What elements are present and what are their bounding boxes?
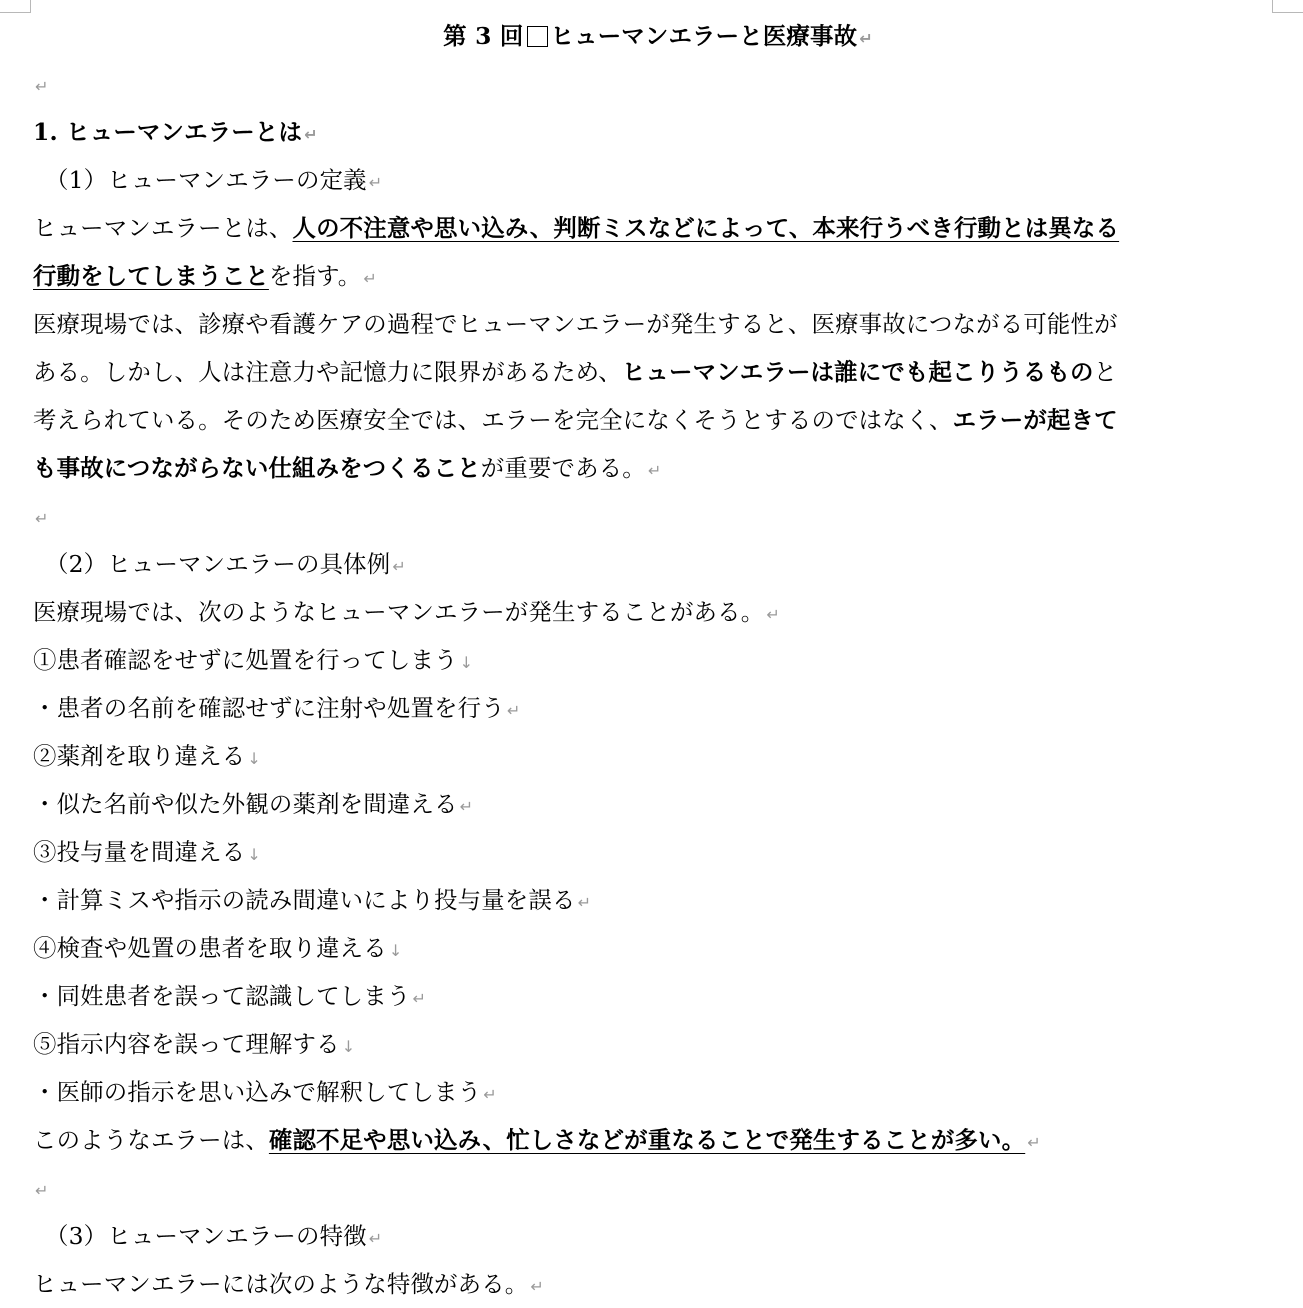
paragraph-mark: ↵ — [35, 1181, 49, 1200]
summary-emphasis: 確認不足や思い込み、忙しさなどが重なることで発生することが多い。 — [268, 1126, 1026, 1154]
subsection-3-heading-text: （3）ヒューマンエラーの特徴 — [45, 1222, 367, 1250]
example-detail-text: ・患者の名前を確認せずに注射や処置を行う — [33, 694, 505, 722]
paragraph-mark: ↵ — [35, 509, 49, 528]
examples-summary — [33, 1116, 1283, 1164]
section-1-heading — [33, 108, 1283, 156]
paragraph-text: ある。しかし、人は注意力や記憶力に限界があるため、 — [33, 358, 622, 386]
placeholder-box-glyph — [527, 26, 548, 47]
example-detail-text: ・同姓患者を誤って認識してしまう — [33, 982, 411, 1010]
paragraph-mark: ↵ — [368, 173, 383, 192]
example-detail — [33, 876, 1283, 924]
examples-intro — [33, 588, 1283, 636]
empty-paragraph — [33, 60, 1283, 108]
paragraph-line — [33, 300, 1283, 348]
example-title — [33, 828, 1283, 876]
paragraph-text: 医療現場では、診療や看護ケアの過程でヒューマンエラーが発生すると、医療事故につながる可能性が — [33, 310, 1118, 338]
example-detail-text: ・計算ミスや指示の読み間違いにより投与量を誤る — [33, 886, 576, 914]
paragraph-mark: ↵ — [859, 29, 873, 48]
subsection-2-heading-text: （2）ヒューマンエラーの具体例 — [45, 550, 391, 578]
paragraph-mark: ↵ — [392, 557, 406, 576]
title-prefix: 第 3 回 — [443, 22, 524, 50]
example-detail — [33, 972, 1283, 1020]
example-detail-text: ・似た名前や似た外観の薬剤を間違える — [33, 790, 458, 818]
subsection-1-heading — [33, 156, 1283, 204]
example-title — [33, 924, 1283, 972]
example-title-text: ①患者確認をせずに処置を行ってしまう — [33, 646, 458, 674]
example-title — [33, 732, 1283, 780]
examples-intro-text: 医療現場では、次のようなヒューマンエラーが発生することがある。 — [33, 598, 765, 626]
definition-emphasis: 人の不注意や思い込み、判断ミスなどによって、本来行うべき行動とは異なる — [292, 214, 1120, 242]
paragraph-line — [33, 444, 1283, 492]
paragraph-mark: ↵ — [766, 605, 780, 624]
example-detail-text: ・医師の指示を思い込みで解釈してしまう — [33, 1078, 482, 1106]
paragraph-mark: ↵ — [483, 1085, 497, 1104]
paragraph-mark: ↵ — [1027, 1133, 1041, 1152]
definition-text: ヒューマンエラーとは、 — [33, 214, 293, 242]
paragraph-text: 考えられている。そのため医療安全では、エラーを完全になくそうとするのではなく、 — [33, 406, 953, 434]
example-detail — [33, 1068, 1283, 1116]
example-title-text: ⑤指示内容を誤って理解する — [33, 1030, 340, 1058]
subsection-1-heading-text: （1）ヒューマンエラーの定義 — [45, 166, 367, 194]
page-corner-top-left — [0, 0, 31, 13]
example-title — [33, 1020, 1283, 1068]
paragraph-mark: ↵ — [530, 1277, 545, 1296]
paragraph-mark: ↵ — [459, 797, 474, 816]
definition-end: を指す。 — [268, 262, 362, 290]
paragraph-mark: ↵ — [304, 125, 318, 144]
paragraph-mark: ↵ — [368, 1229, 383, 1248]
definition-emphasis-cont: 行動をしてしまうこと — [33, 262, 269, 290]
section-1-heading-text: 1. ヒューマンエラーとは — [33, 118, 303, 146]
bold-text: も事故につながらない仕組みをつくること — [33, 454, 481, 482]
paragraph-mark: ↵ — [647, 461, 662, 480]
features-intro — [33, 1260, 1283, 1308]
paragraph-mark: ↵ — [506, 701, 521, 720]
paragraph-text: が重要である。 — [480, 454, 646, 482]
line-break-mark: ↓ — [388, 941, 403, 960]
subsection-3-heading — [33, 1212, 1283, 1260]
example-title-text: ②薬剤を取り違える — [33, 742, 246, 770]
example-detail — [33, 780, 1283, 828]
definition-line-2 — [33, 252, 1283, 300]
empty-paragraph — [33, 492, 1283, 540]
example-title-text: ④検査や処置の患者を取り違える — [33, 934, 387, 962]
paragraph-line — [33, 348, 1283, 396]
document-page — [33, 12, 1283, 1308]
subsection-2-heading — [33, 540, 1283, 588]
line-break-mark: ↓ — [341, 1037, 356, 1056]
example-title — [33, 636, 1283, 684]
paragraph-mark: ↵ — [577, 893, 592, 912]
document-title — [33, 12, 1283, 60]
title-text: ヒューマンエラーと医療事故 — [550, 22, 858, 50]
example-title-text: ③投与量を間違える — [33, 838, 246, 866]
features-intro-text: ヒューマンエラーには次のような特徴がある。 — [33, 1270, 529, 1298]
paragraph-mark: ↵ — [363, 269, 378, 288]
example-detail — [33, 684, 1283, 732]
line-break-mark: ↓ — [459, 653, 474, 672]
summary-text: このようなエラーは、 — [33, 1126, 269, 1154]
paragraph-mark: ↵ — [35, 77, 49, 96]
empty-paragraph — [33, 1164, 1283, 1212]
paragraph-line — [33, 396, 1283, 444]
definition-line-1 — [33, 204, 1283, 252]
bold-text: ヒューマンエラーは誰にでも起こりうるもの — [621, 358, 1094, 386]
paragraph-text: と — [1093, 358, 1118, 386]
paragraph-mark: ↵ — [412, 989, 427, 1008]
line-break-mark: ↓ — [247, 845, 261, 864]
line-break-mark: ↓ — [247, 749, 261, 768]
bold-text: エラーが起きて — [952, 406, 1118, 434]
